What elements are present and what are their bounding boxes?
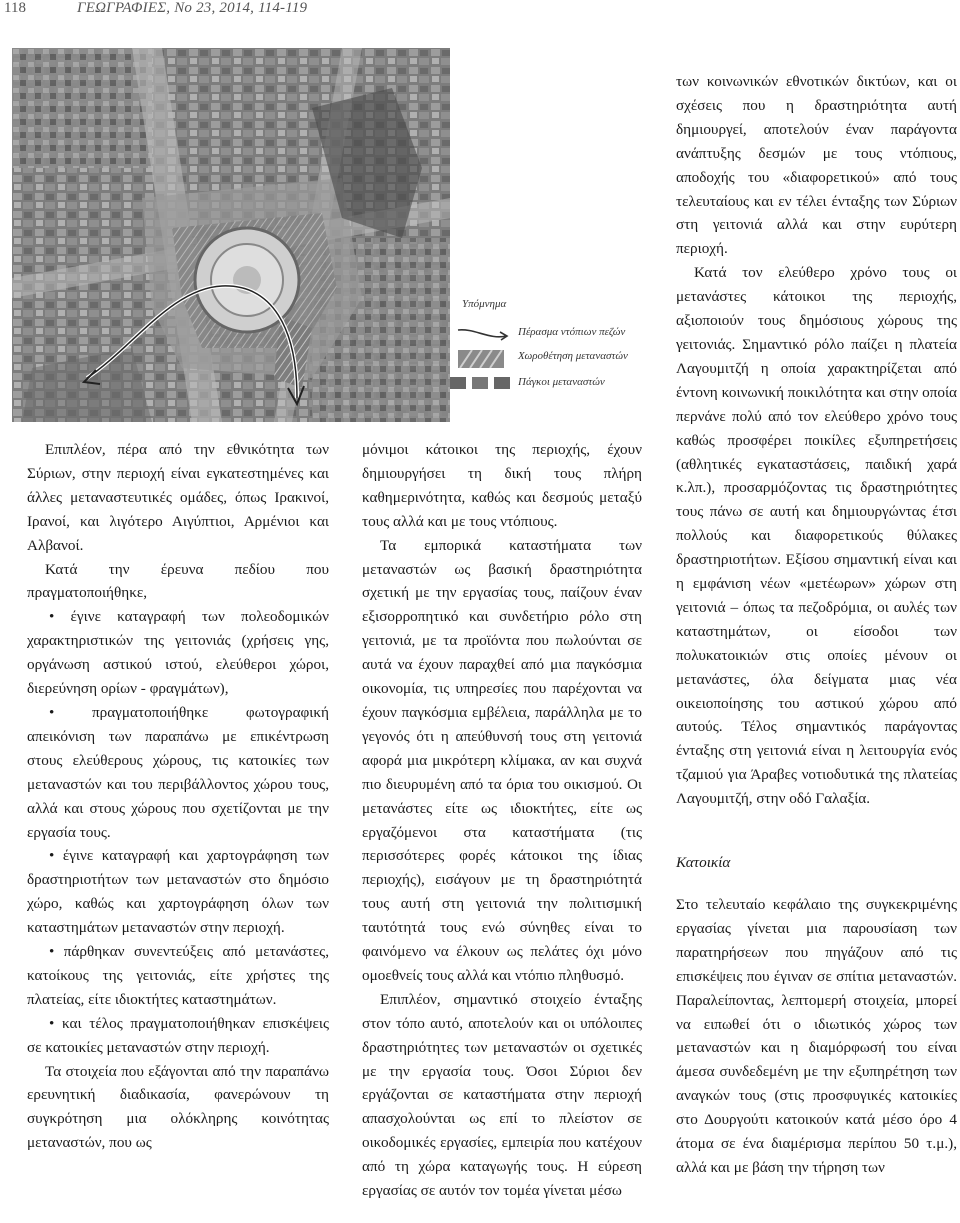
bullet-item: • έγινε καταγραφή και χαρτογράφηση των δραστηριοτήτων των μεταναστών στο δημόσιο χώρο, καθώς και χαρτογράφηση όλων των καταστημάτων μεταναστών στην περιοχή. — [27, 847, 329, 937]
legend-label: Χωροθέτηση μεταναστών — [518, 350, 628, 362]
stall-blocks-icon — [450, 376, 512, 390]
page-number: 118 — [4, 0, 26, 16]
paragraph: μόνιμοι κάτοικοι της περιοχής, έχουν δημιουργήσει τη δική τους πλήρη καθημερινότητα, καθώς και δεσμούς μεταξύ τους αλλά και με τους ντόπιους. — [362, 441, 642, 530]
text-column-1 — [27, 438, 329, 1155]
bullet-item: • πραγματοποιήθηκε φωτογραφική απεικόνιση των παραπάνω με επικέντρωση στους ελεύθερους χώρους, τις κατοικίες των μεταναστών και του περιβάλλοντος χώρου τους, αλλά και στους χώρους που σχετίζονται με την εργασία τους. — [27, 703, 329, 841]
bullet-item: • πάρθηκαν συνεντεύξεις από μετανάστες, κατοίκους της γειτονιάς, είτε χρήστες της πλατείας, είτε ιδιοκτήτες καταστημάτων. — [27, 943, 329, 1008]
hatched-area-icon — [458, 350, 504, 368]
paragraph: Στο τελευταίο κεφάλαιο της συγκεκριμένης εργασίας γίνεται μια παρουσίαση των παρατηρήσεων που πηγάζουν από τις επισκέψεις που έγιναν σε σπίτια μεταναστών. Παραλείποντας, λεπτομερή στοιχεία, μπορεί να ειπωθεί ότι ο ιδιωτικός χώρος των μεταναστών και η διαμόρφωσή του είναι άμεσα συνδεδεμένη με την εξυπηρέτηση των αναγκών τους (στις προσφυγικές κατοικίες στο Δουργούτι κατοικούν κατά μέσο όρο 4 άτομα σε ένα διαμέρισμα περίπου 50 τ.μ.), αλλά και με βάση την τήρηση των — [676, 896, 957, 1176]
legend-label: Πάγκοι μεταναστών — [518, 376, 605, 388]
text-column-3 — [676, 70, 957, 1180]
map-legend — [452, 290, 662, 400]
aerial-photo-map — [12, 48, 450, 422]
journal-citation: ΓΕΩΓΡΑΦΙΕΣ, Νο 23, 2014, 114-119 — [77, 0, 308, 16]
section-heading: Κατοικία — [676, 854, 731, 872]
paragraph: Κατά την έρευνα πεδίου που πραγματοποιήθηκε, — [27, 560, 329, 602]
text-column-2 — [362, 438, 642, 1203]
legend-item-stalls — [452, 374, 662, 392]
paragraph: Τα στοιχεία που εξάγονται από την παραπάνω ερευνητική διαδικασία, φανερώνουν τη συγκρότηση μια ολόκληρης κοινότητας μεταναστών, που ως — [27, 1062, 329, 1152]
legend-title: Υπόμνημα — [462, 298, 507, 310]
aerial-photo-graphic — [12, 48, 450, 422]
paragraph: Επιπλέον, σημαντικό στοιχείο ένταξης στον τόπο αυτό, αποτελούν και οι υπόλοιπες δραστηριότητες των μεταναστών οι σχετικές με την εργασία τους. Όσοι Σύριοι δεν εργάζονται σε καταστήματα στην περιοχή απασχολούνται ως επί το πλείστον σε οικοδομικές εργασίες, εμπειρία που κατέχουν από τη χώρα καταγωγής τους. Η εύρεση εργασίας σε αυτόν τον τομέα γίνεται μέσω — [362, 990, 642, 1200]
paragraph: Επιπλέον, πέρα από την εθνικότητα των Σύριων, στην περιοχή είναι εγκατεστημένες και άλλες μεταναστευτικές ομάδες, όπως Ιρακινοί, Ιρανοί, και λιγότερο Αιγύπτιοι, Αρμένιοι και Αλβανοί. — [27, 441, 329, 554]
curved-arrow-icon — [456, 326, 512, 342]
bullet-item: • και τέλος πραγματοποιήθηκαν επισκέψεις σε κατοικίες μεταναστών στην περιοχή. — [27, 1014, 329, 1056]
paragraph: των κοινωνικών εθνοτικών δικτύων, και οι σχέσεις που η δραστηριότητα αυτή δημιουργεί, αποτελούν έναν παράγοντα ανάπτυξης δεσμών με τους ντόπιους, αποδοχής του «διαφορετικού» από τους τελευταίους και εν τέλει ένταξης των Σύριων στη γειτονιά αλλά και στην ευρύτερη περιοχή. — [676, 73, 957, 258]
legend-label: Πέρασμα ντόπιων πεζών — [518, 326, 626, 338]
legend-item-pedestrian — [452, 324, 662, 342]
bullet-item: • έγινε καταγραφή των πολεοδομικών χαρακτηριστικών της γειτονιάς (χρήσεις γης, οργάνωση αστικού ιστού, ελεύθεροι χώροι, διερεύνηση ορίων - φραγμάτων), — [27, 608, 329, 698]
legend-item-migrants — [452, 348, 662, 366]
paragraph: Κατά τον ελεύθερο χρόνο τους οι μετανάστες κάτοικοι της περιοχής, αξιοποιούν τους δημόσιους χώρους της γειτονιάς. Σημαντικό ρόλο παίζει η πλατεία Λαγουμιτζή η οποία χαρακτηρίζεται από έντονη κοινωνική ποικιλότητα και στην οποία περνάνε πολύ από τον ελεύθερο χρόνο τους καθώς προσφέρει ποικίλες εξυπηρετήσεις (αθλητικές εγκαταστάσεις, παιδική χαρά κ.λπ.), προσαρμόζοντας τις δραστηριότητες τους πάνω σε αυτή και δημιουργώντας έτσι πολλούς και διαφορετικούς θύλακες δραστηριοτήτων. Εξίσου σημαντική είναι και η εμφάνιση νέων «μετέωρων» χώρων στη γειτονιά – όπως τα πεζοδρόμια, οι αυλές των καταστημάτων, οι είσοδοι των πολυκατοικιών στις οποίες μένουν οι μετανάστες, όλα δείγματα μιας νέα οικειοποίησης του αστικού χώρου από αυτούς. Τέλος σημαντικός παράγοντας ένταξης στη γειτονιά είναι η λειτουργία ενός τζαμιού για Άραβες νοτιοδυτικά της πλατείας Λαγουμιτζή, στην οδό Γαλαξία. — [676, 264, 957, 808]
paragraph: Τα εμπορικά καταστήματα των μεταναστών ως βασική δραστηριότητα σχετική με την εργασίας τους, παίζουν έναν εξισορροπητικό και συνδετήριο ρόλο στη γειτονιά, με τα προϊόντα που πωλούνται σε αυτά να έχουν παραχθεί από μια παγκόσμια οικονομία, τις υπηρεσίες που παρέχονται να έχουν παγκόσμια εμβέλεια, παράλληλα με το γεγονός ότι η απεύθυνσή τους στη γειτονιά αφορά μια μικρότερη κλίμακα, αν και συχνά πιο διευρυμένη από τα όρια του οικισμού. Οι μετανάστες είτε ως ιδιοκτήτες, είτε ως εργαζόμενοι στα καταστήματα (τις περισσότερες φορές κάτοικοι της ίδιας περιοχής), εισάγουν με τη δραστηριότητά τους αυτή στη γειτονιά την πολιτισμική ταυτότητά τους ενώ σύνηθες είναι το φαινόμενο να έλκουν ως πελάτες όχι μόνο ομοεθνείς τους αλλά και ντόπιο πληθυσμό. — [362, 536, 642, 984]
running-header — [0, 0, 960, 28]
